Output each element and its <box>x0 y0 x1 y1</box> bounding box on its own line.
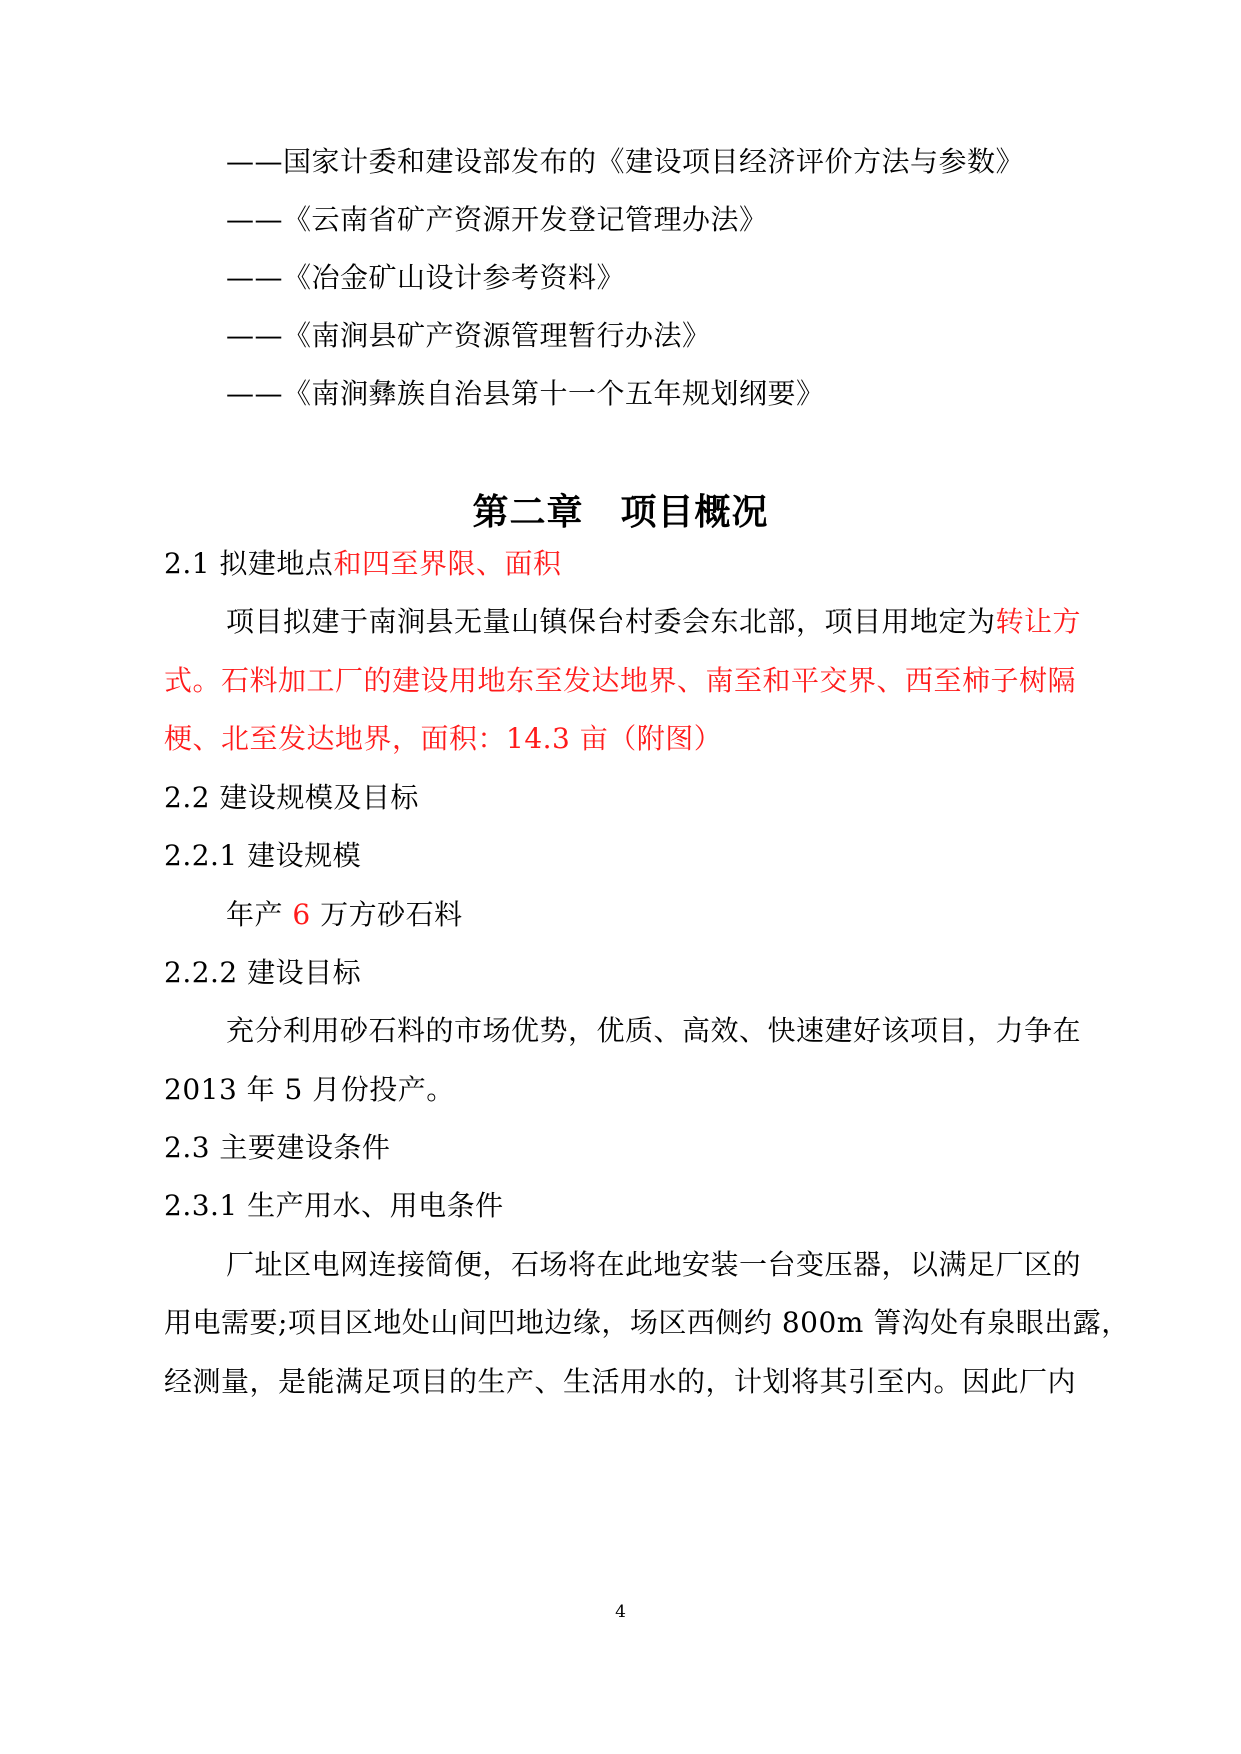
paragraph-line: 用电需要;项目区地处山间凹地边缘，场区西侧约 800m 箐沟处有泉眼出露， <box>164 1306 1130 1339</box>
section-heading-2-2: 2.2 建设规模及目标 <box>164 781 419 814</box>
paragraph-line <box>226 895 463 935</box>
scale-text: 年产 <box>226 898 293 931</box>
paragraph-line: 梗、北至发达地界，面积：14.3 亩（附图） <box>164 722 723 755</box>
subsection-heading-2-2-2: 2.2.2 建设目标 <box>164 956 362 989</box>
section-heading-2-1 <box>164 544 561 584</box>
page-number: 4 <box>615 1602 626 1622</box>
paragraph-line: 经测量，是能满足项目的生产、生活用水的，计划将其引至内。因此厂内 <box>164 1365 1077 1398</box>
reference-item: ——《南涧县矿产资源管理暂行办法》 <box>226 319 711 352</box>
scale-number: 6 <box>292 898 311 931</box>
subsection-heading-2-3-1: 2.3.1 生产用水、用电条件 <box>164 1189 504 1222</box>
paragraph-text: 项目拟建于南涧县无量山镇保台村委会东北部，项目用地定为 <box>226 605 996 638</box>
reference-item: ——《云南省矿产资源开发登记管理办法》 <box>226 203 768 236</box>
reference-item: ——《南涧彝族自治县第十一个五年规划纲要》 <box>226 377 825 410</box>
paragraph-line: 式。石料加工厂的建设用地东至发达地界、南至和平交界、西至柿子树隔 <box>164 664 1077 697</box>
reference-item: ——国家计委和建设部发布的《建设项目经济评价方法与参数》 <box>226 145 1025 178</box>
subsection-heading-2-2-1: 2.2.1 建设规模 <box>164 839 362 872</box>
paragraph-line <box>226 602 1081 642</box>
heading-text: 2.1 拟建地点 <box>164 547 334 580</box>
paragraph-line: 充分利用砂石料的市场优势，优质、高效、快速建好该项目，力争在 <box>226 1014 1082 1047</box>
heading-highlight: 和四至界限、面积 <box>333 547 562 580</box>
reference-item: ——《冶金矿山设计参考资料》 <box>226 261 626 294</box>
paragraph-line: 2013 年 5 月份投产。 <box>164 1073 455 1106</box>
chapter-title: 第二章 项目概况 <box>472 491 769 533</box>
section-heading-2-3: 2.3 主要建设条件 <box>164 1131 391 1164</box>
scale-text: 万方砂石料 <box>310 898 463 931</box>
paragraph-line: 厂址区电网连接简便，石场将在此地安装一台变压器，以满足厂区的 <box>226 1248 1082 1281</box>
paragraph-highlight: 转让方 <box>995 605 1082 638</box>
